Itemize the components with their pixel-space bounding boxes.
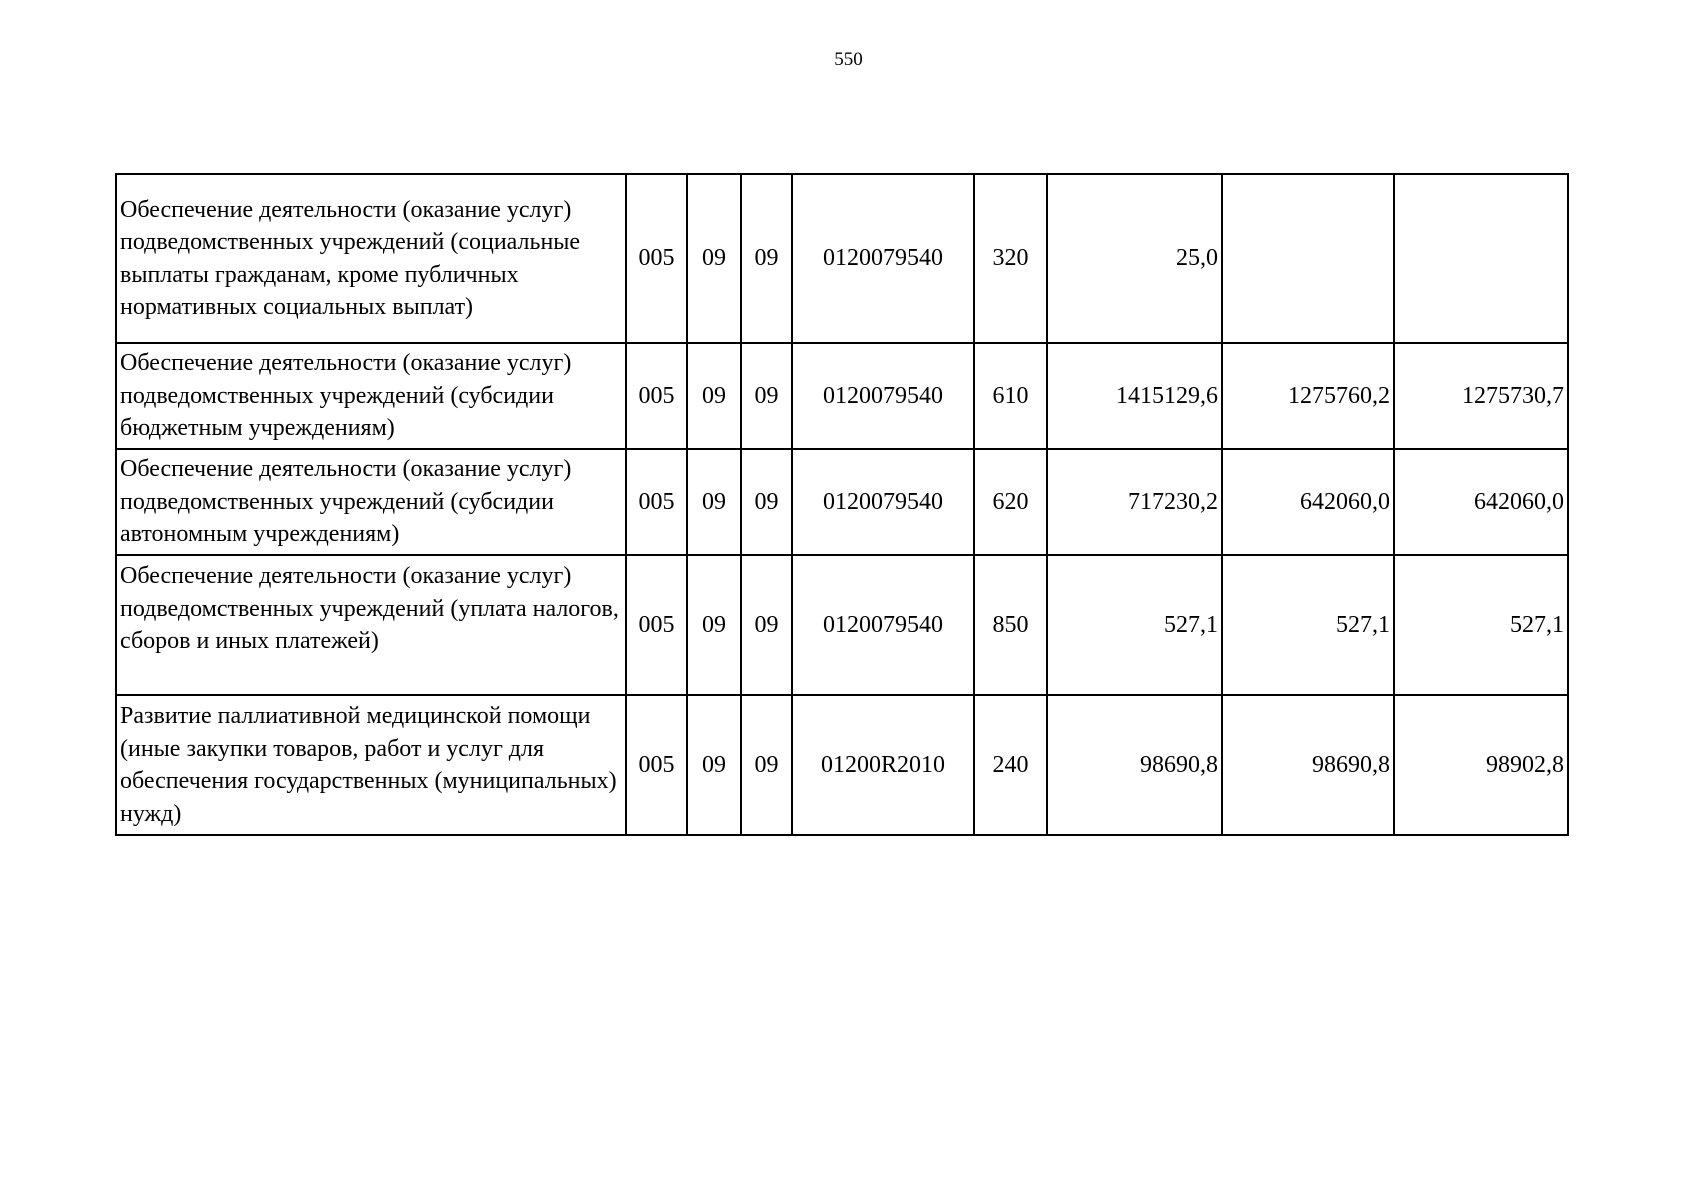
cell-section-code: 09 <box>687 449 741 555</box>
cell-expense-type: 620 <box>974 449 1047 555</box>
cell-amount-2: 527,1 <box>1222 555 1394 695</box>
cell-amount-2: 98690,8 <box>1222 695 1394 835</box>
cell-amount-1: 1415129,6 <box>1047 343 1222 449</box>
cell-amount-1: 98690,8 <box>1047 695 1222 835</box>
cell-amount-1: 717230,2 <box>1047 449 1222 555</box>
cell-amount-3: 527,1 <box>1394 555 1568 695</box>
cell-description: Обеспечение деятельности (оказание услуг) подведомственных учреждений (субсидии бюджетным учреждениям) <box>116 343 626 449</box>
cell-target-code: 0120079540 <box>792 449 974 555</box>
table-row <box>116 695 1568 835</box>
cell-description: Обеспечение деятельности (оказание услуг) подведомственных учреждений (социальные выплаты гражданам, кроме публичных нормативных социальных выплат) <box>116 174 626 343</box>
cell-description: Обеспечение деятельности (оказание услуг) подведомственных учреждений (субсидии автономным учреждениям) <box>116 449 626 555</box>
cell-subsection-code: 09 <box>741 695 792 835</box>
cell-section-code: 09 <box>687 174 741 343</box>
table-row <box>116 343 1568 449</box>
cell-description: Развитие паллиативной медицинской помощи (иные закупки товаров, работ и услуг для обеспечения государственных (муниципальных) нужд) <box>116 695 626 835</box>
cell-expense-type: 240 <box>974 695 1047 835</box>
cell-amount-3: 642060,0 <box>1394 449 1568 555</box>
cell-description: Обеспечение деятельности (оказание услуг) подведомственных учреждений (уплата налогов, сборов и иных платежей) <box>116 555 626 695</box>
cell-ministry-code: 005 <box>626 695 687 835</box>
cell-ministry-code: 005 <box>626 343 687 449</box>
table-row <box>116 449 1568 555</box>
page-number: 550 <box>834 49 863 70</box>
cell-target-code: 0120079540 <box>792 343 974 449</box>
cell-expense-type: 610 <box>974 343 1047 449</box>
cell-subsection-code: 09 <box>741 174 792 343</box>
cell-subsection-code: 09 <box>741 449 792 555</box>
cell-target-code: 0120079540 <box>792 555 974 695</box>
budget-table <box>115 173 1569 836</box>
cell-section-code: 09 <box>687 343 741 449</box>
cell-amount-2: 642060,0 <box>1222 449 1394 555</box>
cell-amount-2 <box>1222 174 1394 343</box>
cell-subsection-code: 09 <box>741 555 792 695</box>
cell-section-code: 09 <box>687 555 741 695</box>
cell-ministry-code: 005 <box>626 449 687 555</box>
cell-section-code: 09 <box>687 695 741 835</box>
cell-amount-3: 1275730,7 <box>1394 343 1568 449</box>
cell-target-code: 0120079540 <box>792 174 974 343</box>
cell-amount-3 <box>1394 174 1568 343</box>
cell-amount-2: 1275760,2 <box>1222 343 1394 449</box>
table-row <box>116 555 1568 695</box>
cell-amount-1: 25,0 <box>1047 174 1222 343</box>
cell-ministry-code: 005 <box>626 555 687 695</box>
cell-expense-type: 320 <box>974 174 1047 343</box>
cell-amount-3: 98902,8 <box>1394 695 1568 835</box>
cell-target-code: 01200R2010 <box>792 695 974 835</box>
cell-amount-1: 527,1 <box>1047 555 1222 695</box>
cell-expense-type: 850 <box>974 555 1047 695</box>
table-row <box>116 174 1568 343</box>
cell-ministry-code: 005 <box>626 174 687 343</box>
cell-subsection-code: 09 <box>741 343 792 449</box>
